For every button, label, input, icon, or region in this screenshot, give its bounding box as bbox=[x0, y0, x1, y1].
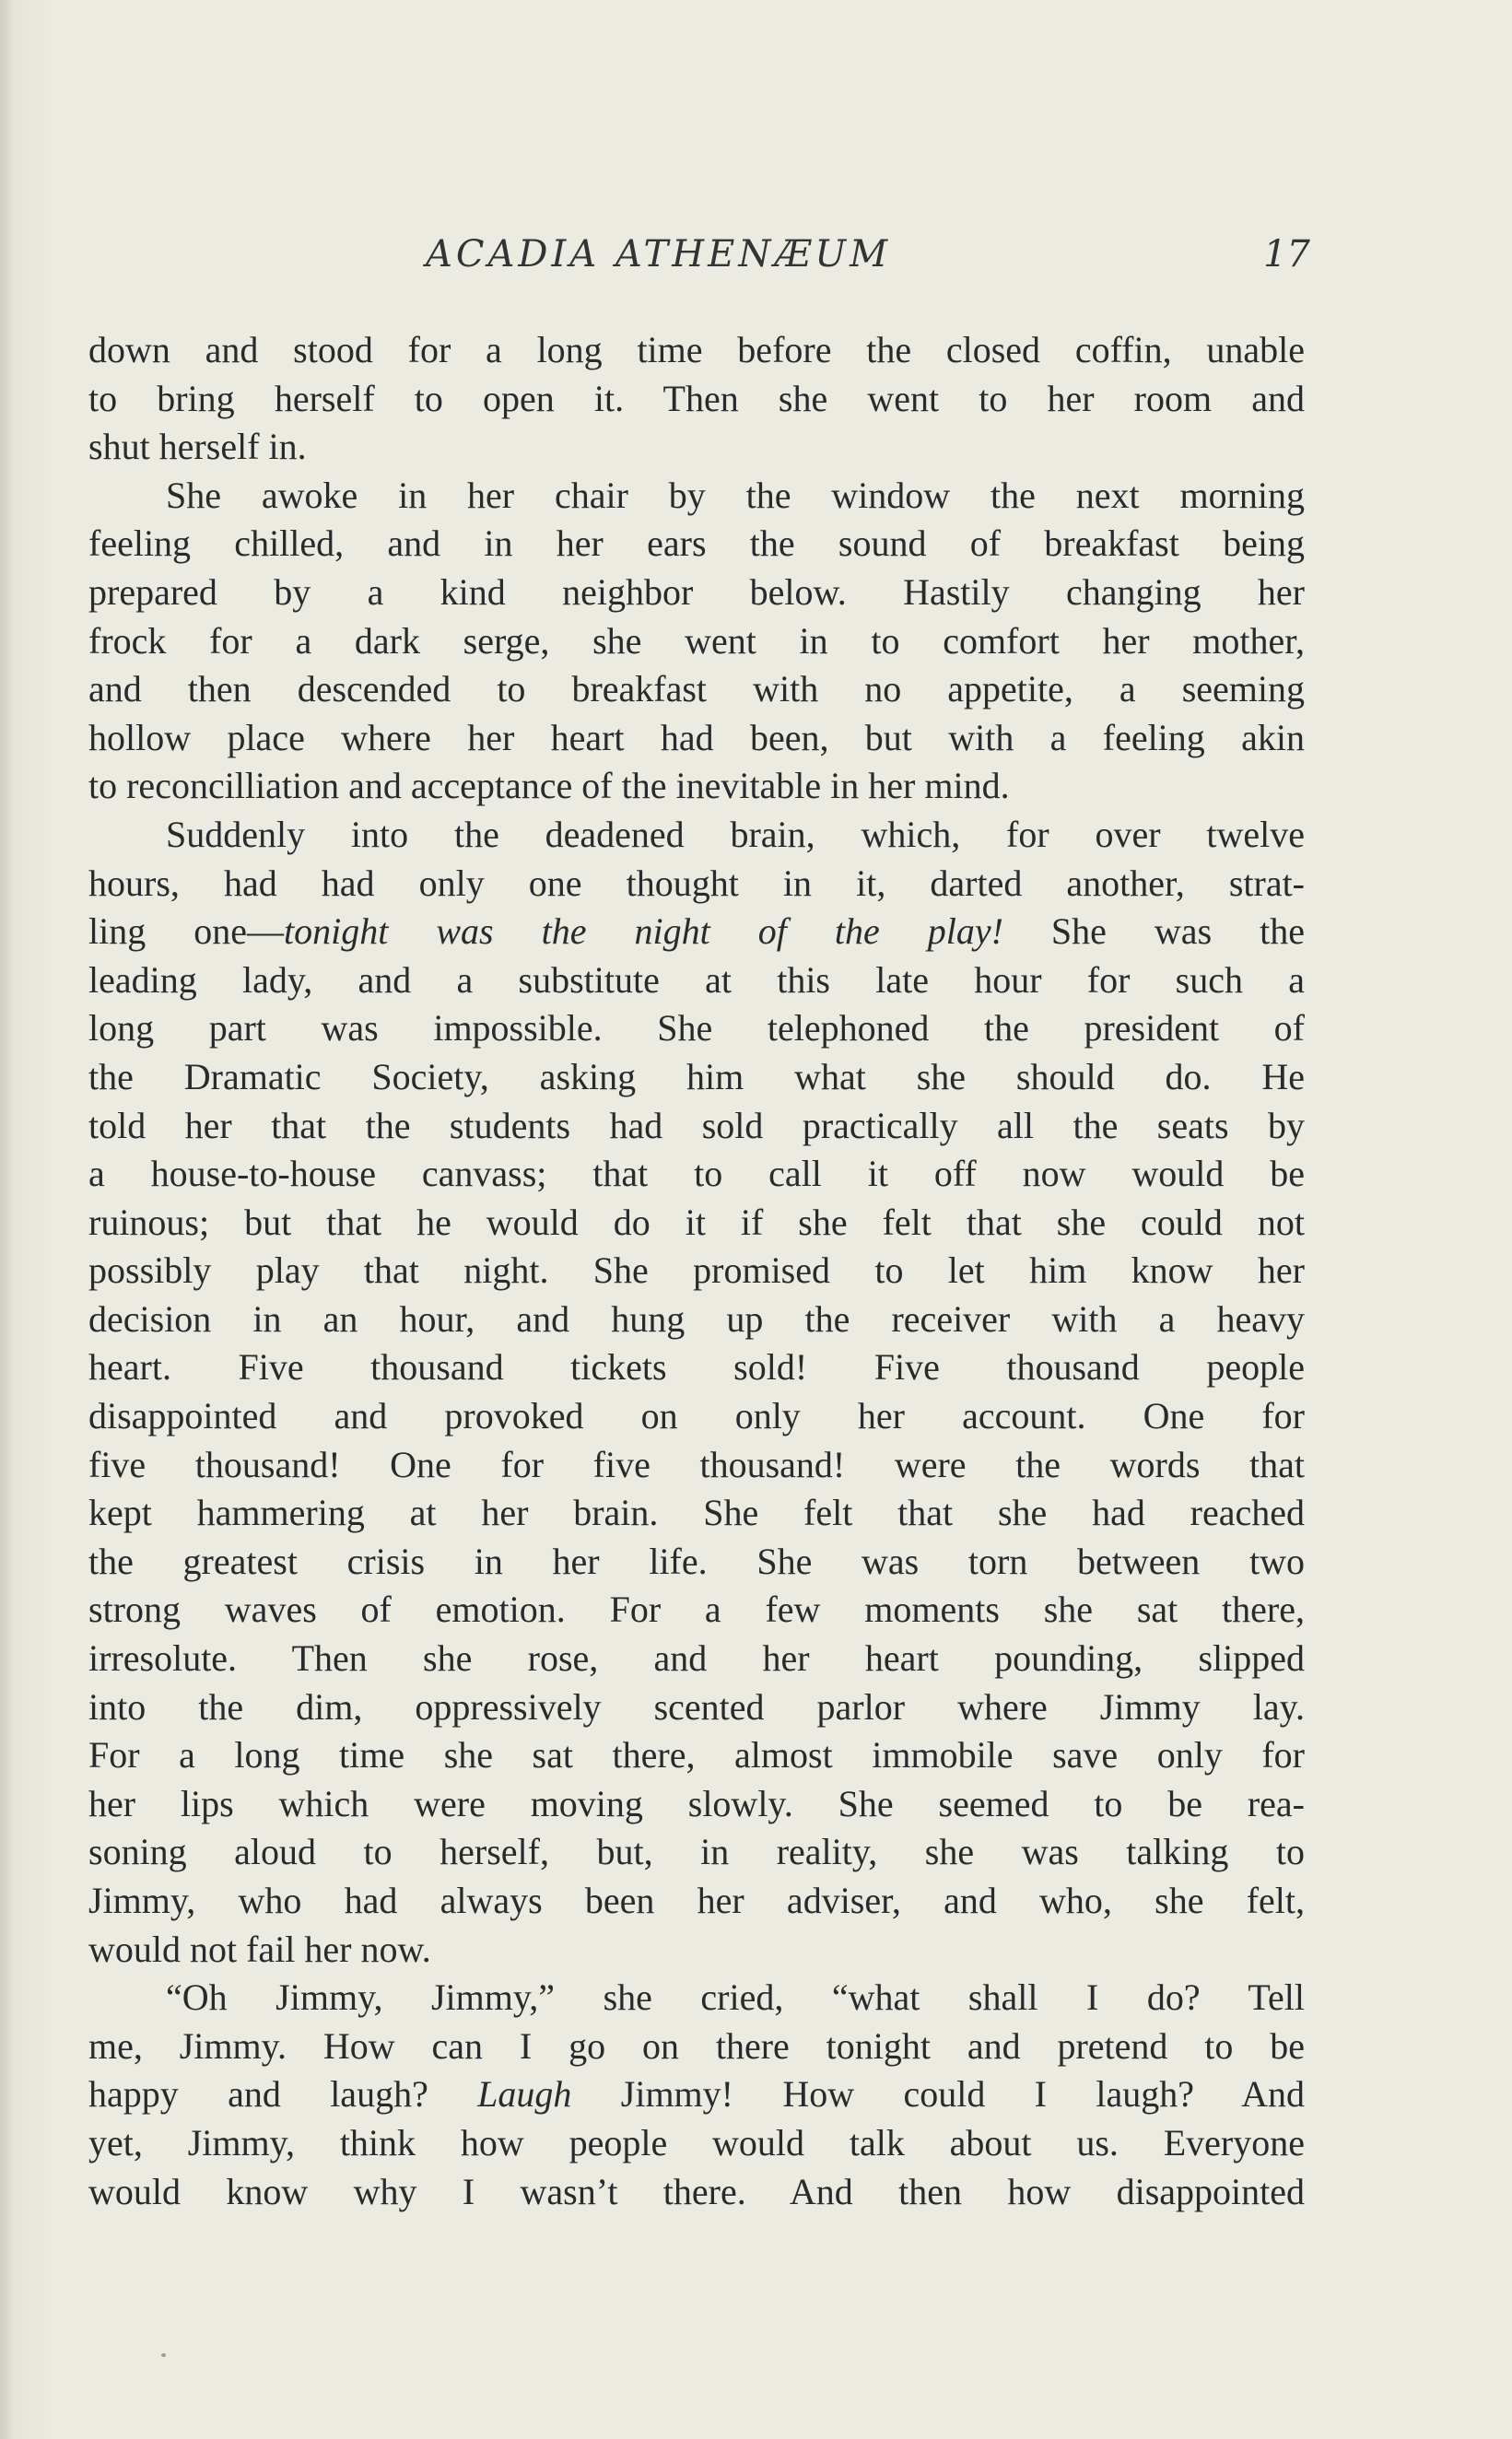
text-line: leading lady, and a substitute at this late hour for such a bbox=[88, 958, 1305, 1001]
text-line: irresolute. Then she rose, and her heart pounding, slipped bbox=[88, 1637, 1305, 1680]
text-line: a house-to-house canvass; that to call it off now would be bbox=[88, 1153, 1305, 1195]
text-line: heart. Five thousand tickets sold! Five thousand people bbox=[88, 1346, 1305, 1389]
text-line: strong waves of emotion. For a few moments she sat there, bbox=[88, 1589, 1305, 1631]
running-head bbox=[426, 233, 1310, 288]
text-line: decision in an hour, and hung up the receiver with a heavy bbox=[88, 1297, 1305, 1340]
line-text: She was the bbox=[1002, 910, 1305, 953]
italic-phrase: Laugh bbox=[477, 2073, 572, 2116]
binding-shadow bbox=[0, 0, 13, 2439]
text-line: long part was impossible. She telephoned the president of bbox=[88, 1007, 1305, 1049]
text-line: would not fail her now. bbox=[88, 1928, 431, 1970]
text-line: the greatest crisis in her life. She was torn between two bbox=[88, 1540, 1305, 1582]
text-line: the Dramatic Society, asking him what she should do. He bbox=[88, 1055, 1305, 1097]
text-line: She awoke in her chair by the window the next morning bbox=[166, 474, 1305, 516]
text-line: soning aloud to herself, but, in reality, she was talking to bbox=[88, 1831, 1305, 1873]
text-line: frock for a dark serge, she went in to comfort her mother, bbox=[88, 619, 1305, 662]
text-line: shut herself in. bbox=[88, 426, 307, 468]
line-text: ling one— bbox=[88, 910, 284, 953]
text-line: told her that the students had sold practically all the seats by bbox=[88, 1104, 1305, 1146]
text-line: For a long time she sat there, almost immobile save only for bbox=[88, 1734, 1305, 1776]
text-line: five thousand! One for five thousand! were the words that bbox=[88, 1443, 1305, 1485]
line-text: happy and laugh? bbox=[88, 2073, 478, 2116]
text-line: prepared by a kind neighbor below. Hastily changing her bbox=[88, 570, 1305, 613]
text-line: disappointed and provoked on only her account. One for bbox=[88, 1395, 1305, 1437]
italic-phrase: tonight was the night of the play! bbox=[284, 910, 1003, 953]
paper-speck bbox=[161, 2353, 166, 2357]
page-number: 17 bbox=[1263, 233, 1310, 276]
text-line: feeling chilled, and in her ears the sound of breakfast being bbox=[88, 522, 1305, 565]
text-line: me, Jimmy. How can I go on there tonight and pretend to be bbox=[88, 2024, 1305, 2067]
text-line: hours, had had only one thought in it, darted another, strat- bbox=[88, 862, 1305, 904]
text-line: “Oh Jimmy, Jimmy,” she cried, “what shall I do? Tell bbox=[166, 1976, 1305, 2019]
text-line bbox=[88, 908, 1305, 956]
text-line: to reconcilliation and acceptance of the inevitable in her mind. bbox=[88, 765, 1010, 807]
text-line: down and stood for a long time before the closed coffin, unable bbox=[88, 329, 1305, 370]
line-text: Jimmy! How could I laugh? And bbox=[571, 2073, 1305, 2116]
text-line: her lips which were moving slowly. She seemed to be rea- bbox=[88, 1782, 1305, 1824]
text-line: Jimmy, who had always been her adviser, and who, she felt, bbox=[88, 1880, 1305, 1921]
text-line: yet, Jimmy, think how people would talk about us. Everyone bbox=[88, 2121, 1305, 2163]
text-line bbox=[88, 2070, 1305, 2119]
article-body-text bbox=[88, 326, 1305, 2216]
text-line: kept hammering at her brain. She felt that she had reached bbox=[88, 1492, 1305, 1534]
text-line: Suddenly into the deadened brain, which, for over twelve bbox=[166, 813, 1305, 855]
journal-title: ACADIA ATHENÆUM bbox=[426, 233, 892, 276]
text-line: and then descended to breakfast with no appetite, a seeming bbox=[88, 668, 1305, 710]
text-line: would know why I wasn’t there. And then how disappointed bbox=[88, 2170, 1305, 2212]
text-line: possibly play that night. She promised to let him know her bbox=[88, 1249, 1305, 1292]
text-line: to bring herself to open it. Then she went to her room and bbox=[88, 377, 1305, 419]
text-line: into the dim, oppressively scented parlor where Jimmy lay. bbox=[88, 1685, 1305, 1728]
text-line: hollow place where her heart had been, but with a feeling akin bbox=[88, 716, 1305, 758]
text-line: ruinous; but that he would do it if she felt that she could not bbox=[88, 1201, 1305, 1243]
